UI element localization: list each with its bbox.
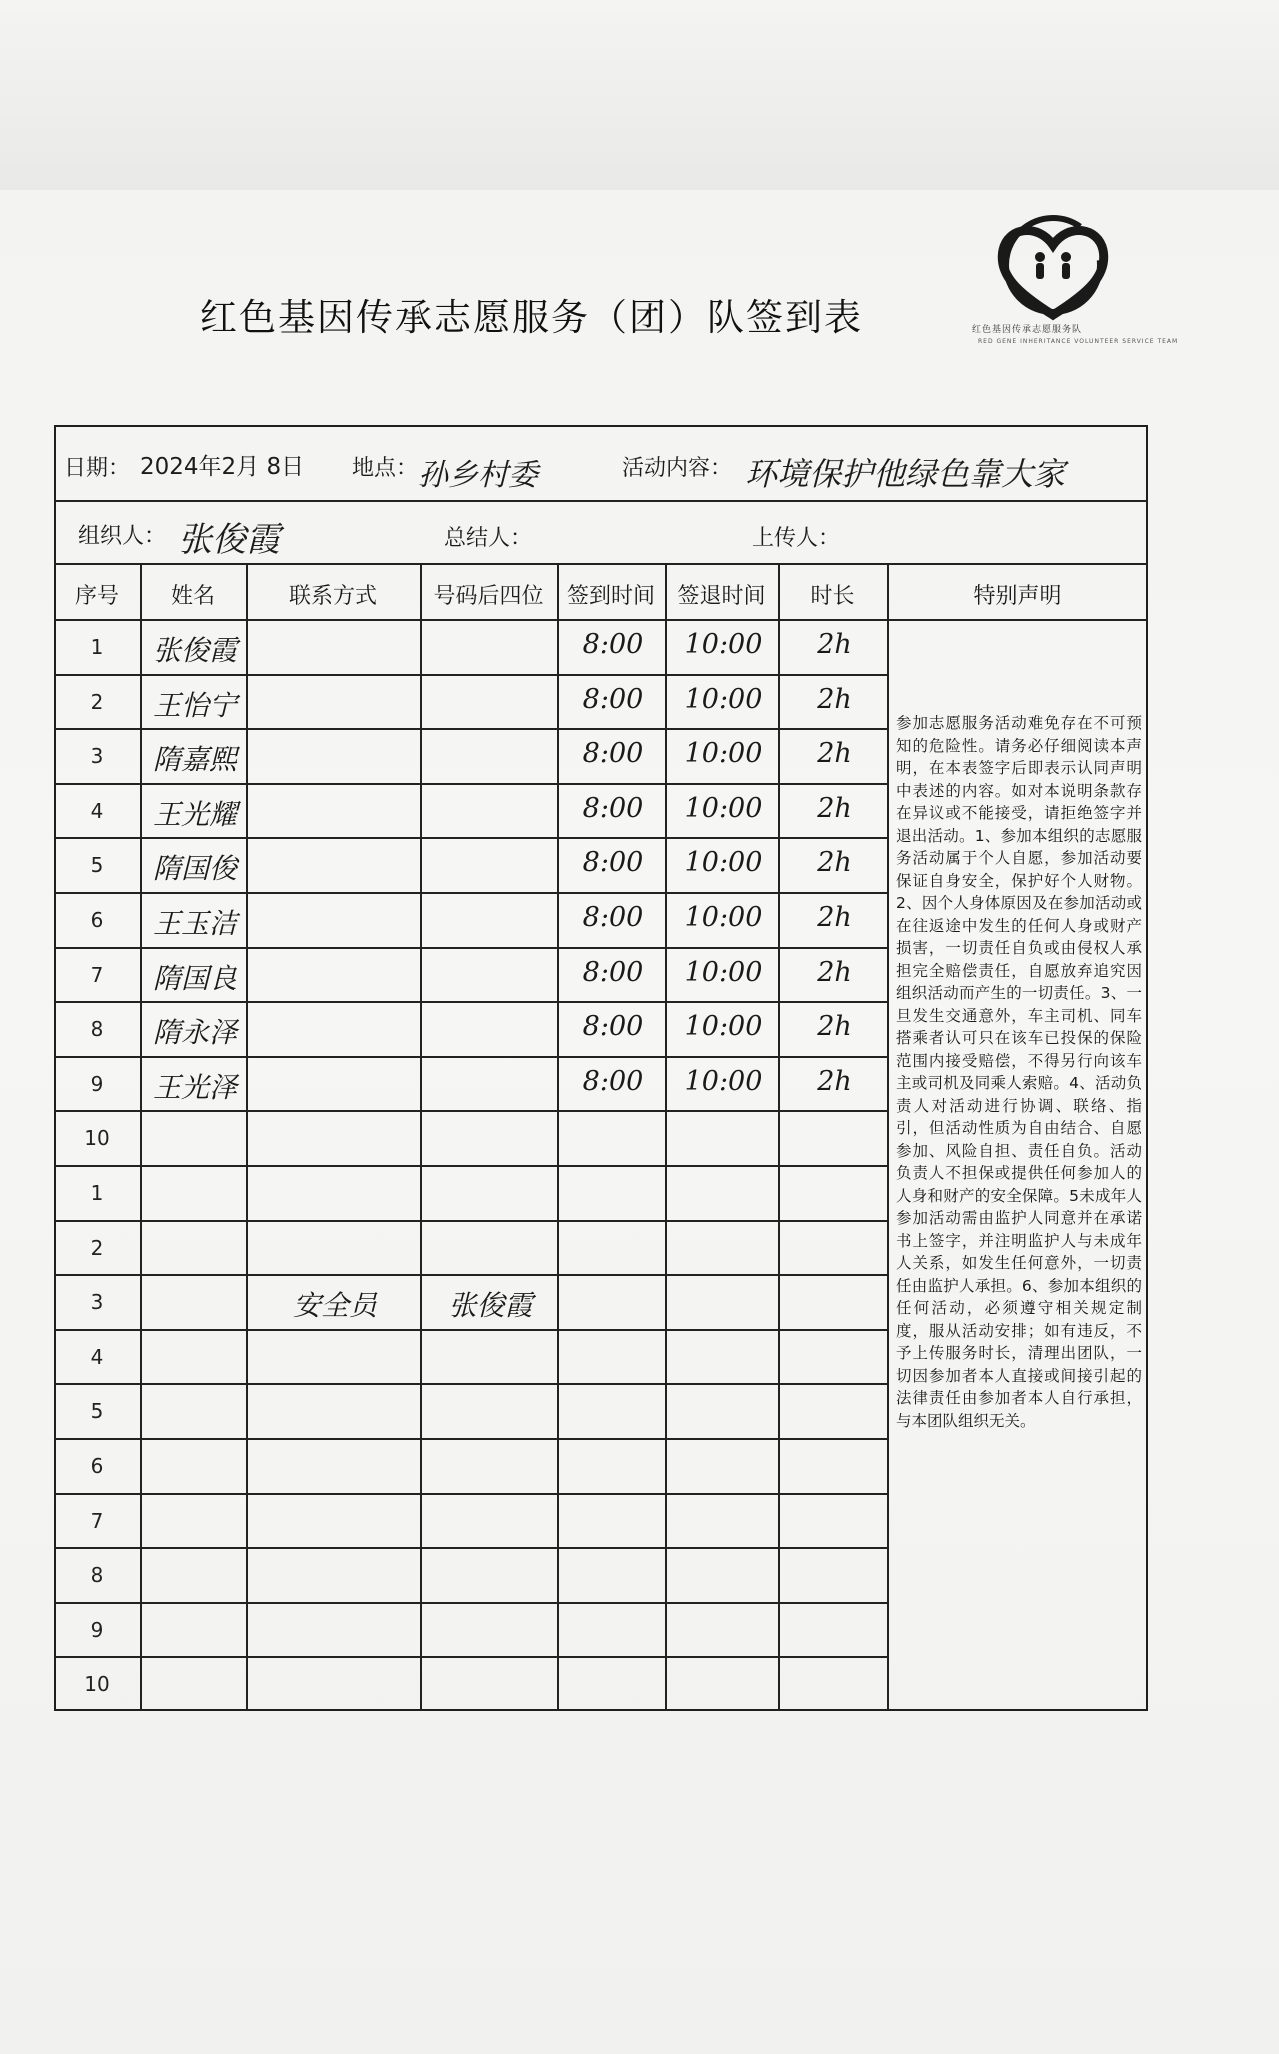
- row-number: 2: [90, 689, 104, 714]
- row-number: 10: [84, 1126, 110, 1151]
- cell-out: 10:00: [684, 1065, 763, 1097]
- table-row: [54, 1329, 887, 1384]
- cell-out: 10:00: [684, 683, 763, 715]
- row-number: 2: [90, 1235, 104, 1260]
- activity-value: 环境保护他绿色靠大家: [745, 455, 1066, 493]
- summarizer-label: 总结人：: [444, 526, 533, 551]
- cell-hours: 2h: [817, 902, 852, 933]
- column-header: 姓名: [170, 584, 215, 609]
- cell-out: 10:00: [684, 956, 763, 988]
- cell-hours: 2h: [817, 792, 852, 824]
- cell-name: 王玉洁: [152, 907, 237, 940]
- row-number: 3: [90, 1290, 104, 1315]
- table-row: [54, 1602, 887, 1657]
- logo-caption-english: RED GENE INHERITANCE VOLUNTEER SERVICE TEAM: [978, 338, 1179, 345]
- organizer-value: 张俊霞: [178, 520, 280, 560]
- date-label: 日期：: [64, 456, 131, 481]
- table-row: [54, 1383, 887, 1438]
- row-number: 8: [90, 1563, 104, 1588]
- column-header: 时长: [810, 584, 855, 609]
- cell-in: 8:00: [582, 847, 644, 879]
- cell-name: 隋永泽: [152, 1016, 237, 1050]
- form-title: 红色基因传承志愿服务（团）队签到表: [200, 296, 863, 339]
- cell-name: 王光泽: [152, 1070, 237, 1104]
- cell-name: 张俊霞: [152, 634, 237, 667]
- cell-hours: 2h: [817, 629, 852, 660]
- heart-logo-icon: [1002, 218, 1104, 315]
- column-header: 联系方式: [288, 584, 377, 609]
- cell-hours: 2h: [817, 1065, 852, 1097]
- place-label: 地点：: [352, 456, 419, 481]
- cell-name: 隋嘉熙: [152, 743, 237, 777]
- table-row: [54, 1110, 887, 1165]
- row-number: 9: [90, 1617, 104, 1642]
- row-number: 8: [90, 1017, 104, 1042]
- table-row: [54, 1438, 887, 1493]
- cell-in: 8:00: [582, 956, 644, 988]
- organizer-label: 组织人：: [78, 524, 167, 549]
- cell-contact: 安全员: [292, 1289, 377, 1323]
- cell-in: 8:00: [582, 738, 644, 770]
- cell-hours: 2h: [817, 1011, 852, 1043]
- column-divider: [887, 563, 889, 1711]
- row-number: 10: [84, 1672, 110, 1697]
- cell-hours: 2h: [817, 956, 852, 988]
- row-number: 7: [90, 962, 104, 987]
- cell-in: 8:00: [582, 683, 644, 715]
- row-number: 9: [90, 1071, 104, 1096]
- logo-caption: 红色基因传承志愿服务队: [972, 325, 1083, 335]
- cell-out: 10:00: [684, 847, 763, 879]
- cell-in: 8:00: [582, 629, 644, 660]
- cell-out: 10:00: [684, 738, 763, 770]
- cell-in: 8:00: [582, 792, 644, 824]
- row-number: 6: [90, 908, 104, 932]
- cell-out: 10:00: [684, 902, 763, 933]
- back-sheet: [0, 0, 1279, 211]
- row-number: 5: [90, 1399, 104, 1424]
- table-row: [54, 1165, 887, 1220]
- cell-out: 10:00: [684, 1011, 763, 1043]
- table-row: [54, 1547, 887, 1602]
- cell-name: 王光耀: [152, 797, 237, 831]
- row-number: 3: [90, 744, 104, 769]
- cell-out: 10:00: [684, 629, 763, 660]
- cell-hours: 2h: [817, 738, 852, 770]
- row-number: 7: [90, 1508, 104, 1533]
- column-header: 签退时间: [677, 584, 766, 609]
- table-row: [54, 1220, 887, 1275]
- column-header: 特别声明: [973, 584, 1062, 609]
- cell-hours: 2h: [817, 683, 852, 715]
- cell-in: 8:00: [582, 902, 644, 933]
- column-header: 号码后四位: [433, 584, 544, 609]
- place-value: 孙乡村委: [418, 458, 538, 493]
- cell-last4: 张俊霞: [448, 1289, 533, 1323]
- divider: [54, 563, 1148, 565]
- cell-name: 王怡宁: [152, 688, 237, 722]
- row-number: 1: [90, 635, 104, 659]
- column-header: 序号: [74, 584, 119, 609]
- uploader-label: 上传人：: [752, 526, 841, 551]
- table-row: [54, 1656, 887, 1711]
- row-number: 1: [90, 1181, 104, 1205]
- cell-name: 隋国俊: [152, 852, 237, 886]
- row-number: 4: [90, 798, 104, 823]
- column-header: 签到时间: [566, 584, 655, 609]
- date-value: 2024年2月 8日: [140, 454, 305, 480]
- cell-in: 8:00: [582, 1011, 644, 1043]
- cell-in: 8:00: [582, 1065, 644, 1097]
- row-number: 6: [90, 1454, 104, 1478]
- divider: [54, 500, 1148, 502]
- activity-label: 活动内容：: [622, 456, 733, 481]
- special-statement: 参加志愿服务活动难免存在不可预知的危险性。请务必仔细阅读本声明，在本表签字后即表示认同声明中表述的内容。如对本说明条款存在异议或不能接受，请拒绝签字并退出活动。1、参加本组织的志愿服务活动属于个人自愿，参加活动要保证自身安全，保护好个人财物。2、因个人身体原因及在参加活动或在往返途中发生的任何人身或财产损害，一切责任自负或由侵权人承担完全赔偿责任，自愿放弃追究因组织活动而产生的一切责任。3、一旦发生交通意外，车主司机、同车搭乘者认可只在该车已投保的保险范围内接受赔偿，不得另行向该车主或司机及同乘人索赔。4、活动负责人对活动进行协调、联络、指引，但活动性质为自由结合、自愿参加、风险自担、责任自负。活动负责人不担保或提供任何参加人的人身和财产的安全保障。5未成年人参加活动需由监护人同意并在承诺书上签字，并注明监护人与未成年人关系，如发生任何意外，一切责任由监护人承担。6、参加本组织的任何活动，必须遵守相关规定制度，服从活动安排；如有违反，不予上传服务时长，清理出团队，一切因参加者本人直接或间接引起的法律责任由参加者本人自行承担，与本团队组织无关。: [896, 714, 1142, 1430]
- cell-out: 10:00: [684, 792, 763, 824]
- row-number: 4: [90, 1344, 104, 1369]
- row-number: 5: [90, 853, 104, 878]
- table-row: [54, 1493, 887, 1548]
- cell-hours: 2h: [817, 847, 852, 879]
- cell-name: 隋国良: [152, 961, 237, 995]
